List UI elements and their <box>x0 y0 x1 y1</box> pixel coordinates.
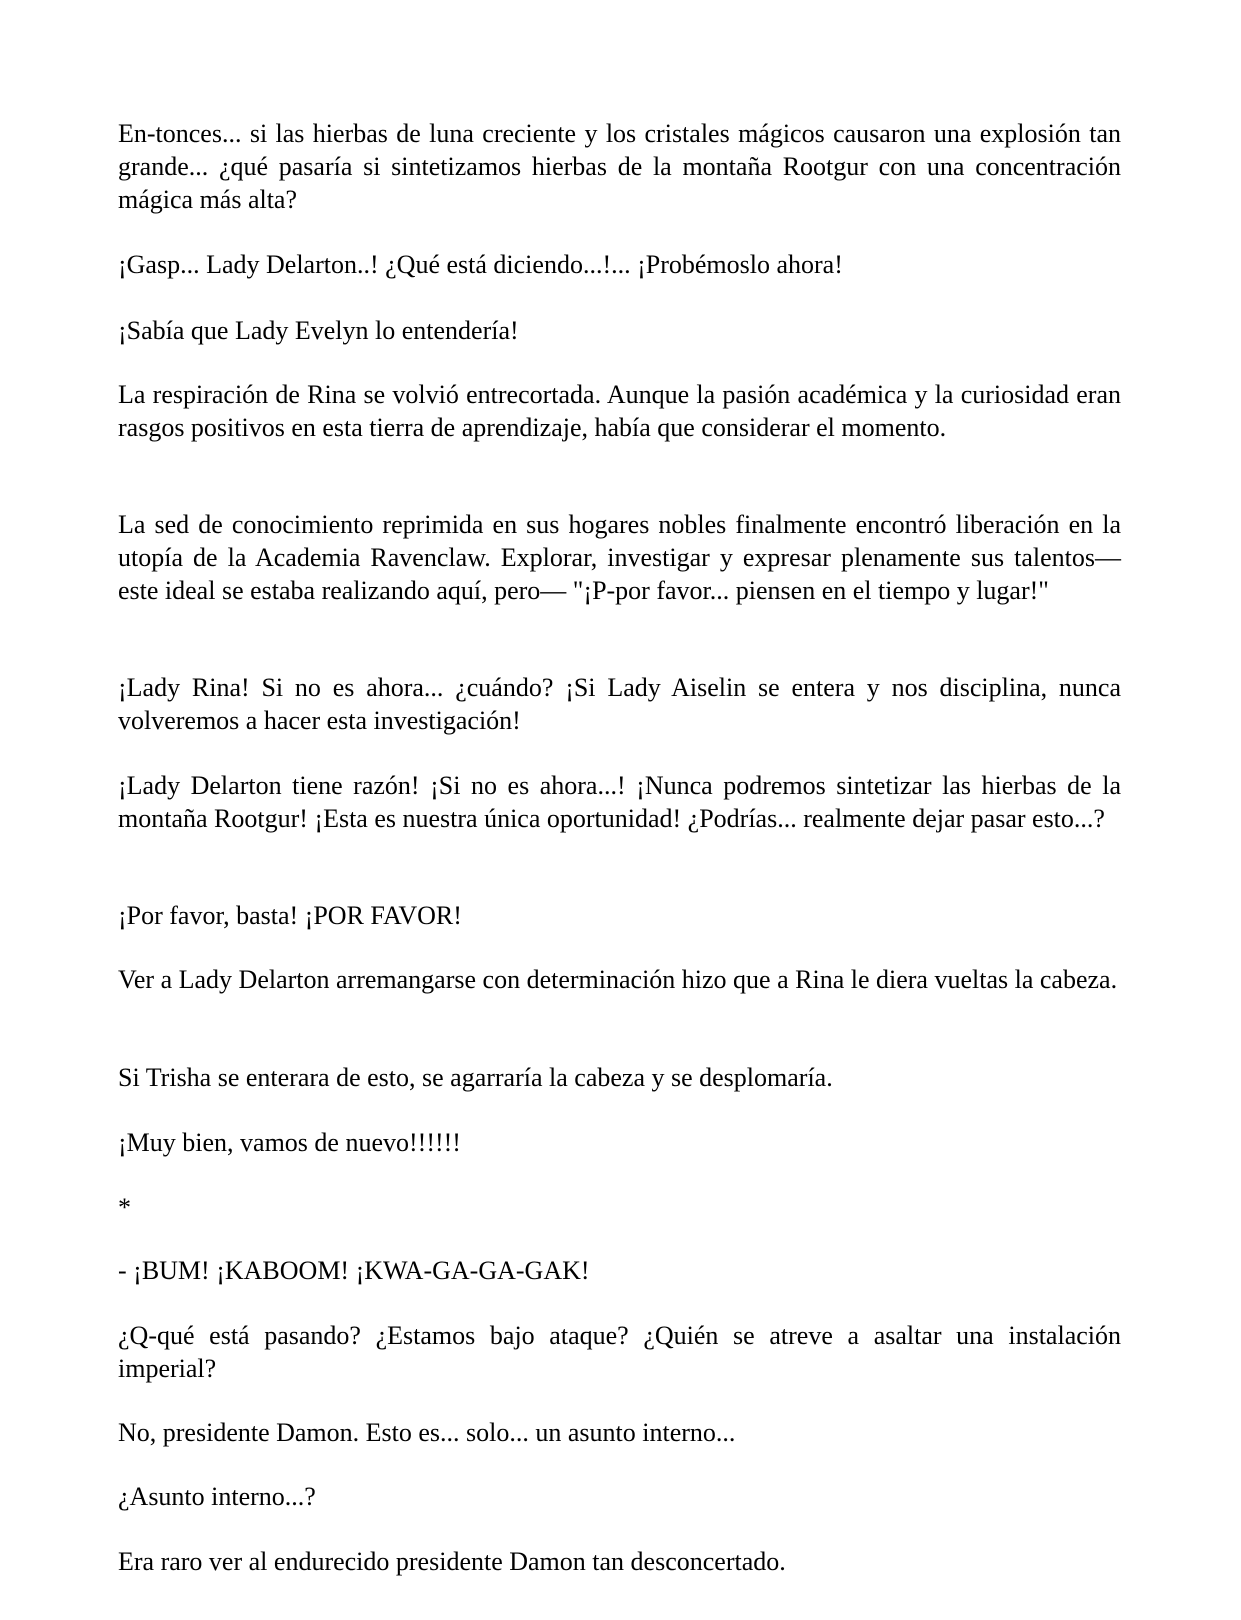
paragraph: - ¡BUM! ¡KABOOM! ¡KWA-GA-GA-GAK! <box>118 1256 590 1285</box>
paragraph: En-tonces... si las hierbas de luna creciente y los cristales mágicos causaron una explosión tan grande... ¿qué pasaría si sintetizamos hierbas de la montaña Rootgur con una concentración mágica más alta? <box>118 119 1121 214</box>
paragraph: ¡Lady Rina! Si no es ahora... ¿cuándo? ¡Si Lady Aiselin se entera y nos disciplina, nunca volveremos a hacer esta investigación! <box>118 673 1121 735</box>
paragraph: La respiración de Rina se volvió entrecortada. Aunque la pasión académica y la curiosidad eran rasgos positivos en esta tierra de aprendizaje, había que considerar el momento. <box>118 380 1121 442</box>
paragraph: ¡Por favor, basta! ¡POR FAVOR! <box>118 901 462 930</box>
paragraph: Si Trisha se enterara de esto, se agarraría la cabeza y se desplomaría. <box>118 1063 833 1092</box>
paragraph: La sed de conocimiento reprimida en sus hogares nobles finalmente encontró liberación en la utopía de la Academia Ravenclaw. Explorar, investigar y expresar plenamente sus talentos—este ideal se estaba realizando aquí, pero— "¡P-por favor... piensen en el tiempo y lugar!" <box>118 510 1121 605</box>
paragraph: Era raro ver al endurecido presidente Damon tan desconcertado. <box>118 1547 786 1576</box>
paragraph: ¿Asunto interno...? <box>118 1482 316 1511</box>
paragraph: Ver a Lady Delarton arremangarse con determinación hizo que a Rina le diera vueltas la cabeza. <box>118 965 1118 994</box>
paragraph: ¡Muy bien, vamos de nuevo!!!!!! <box>118 1128 461 1157</box>
paragraph: No, presidente Damon. Esto es... solo... un asunto interno... <box>118 1418 736 1447</box>
paragraph: ¡Gasp... Lady Delarton..! ¿Qué está diciendo...!... ¡Probémoslo ahora! <box>118 250 843 279</box>
paragraph: ¡Sabía que Lady Evelyn lo entendería! <box>118 316 519 345</box>
paragraph: ¡Lady Delarton tiene razón! ¡Si no es ahora...! ¡Nunca podremos sintetizar las hierbas de la montaña Rootgur! ¡Esta es nuestra única oportunidad! ¿Podrías... realmente dejar pasar esto...? <box>118 771 1121 833</box>
paragraph: ¿Q-qué está pasando? ¿Estamos bajo ataque? ¿Quién se atreve a asaltar una instalación imperial? <box>118 1321 1121 1383</box>
scene-break: * <box>118 1193 131 1222</box>
